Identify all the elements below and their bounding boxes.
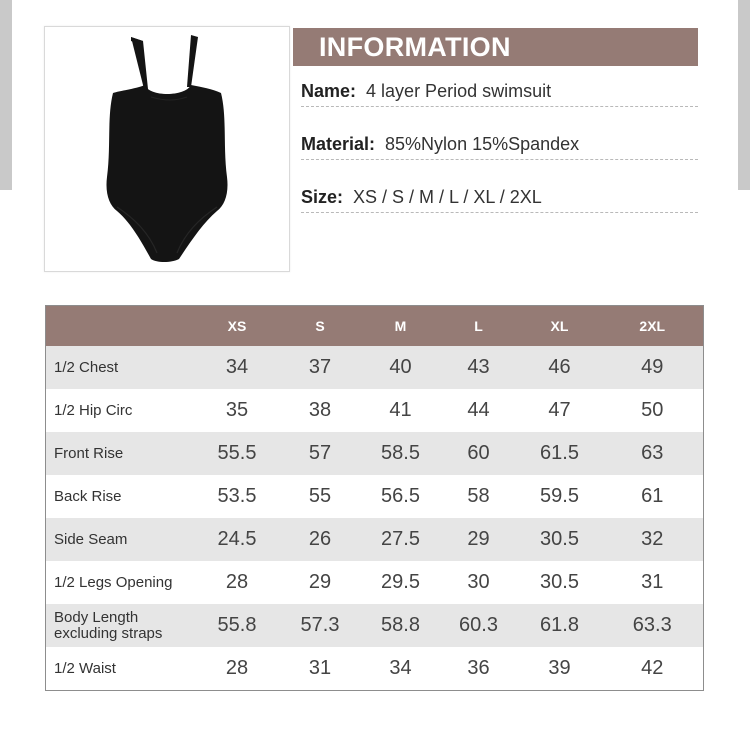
table-cell: 30 xyxy=(440,561,518,604)
row-label: 1/2 Legs Opening xyxy=(46,561,196,604)
table-cell: 61 xyxy=(602,475,704,518)
table-row xyxy=(46,561,704,604)
table-row xyxy=(46,604,704,647)
size-value: XS / S / M / L / XL / 2XL xyxy=(353,187,542,207)
material-label: Material: xyxy=(301,134,376,154)
table-cell: 55.8 xyxy=(196,604,279,647)
material-value: 85%Nylon 15%Spandex xyxy=(385,134,580,154)
table-cell: 30.5 xyxy=(518,561,602,604)
table-cell: 58.5 xyxy=(362,432,440,475)
table-cell: 41 xyxy=(362,389,440,432)
table-cell: 61.8 xyxy=(518,604,602,647)
table-cell: 31 xyxy=(279,647,362,691)
size-row xyxy=(301,186,698,213)
table-cell: 61.5 xyxy=(518,432,602,475)
background-gray-right xyxy=(738,0,750,190)
table-cell: 31 xyxy=(602,561,704,604)
table-cell: 46 xyxy=(518,346,602,389)
size-label: Size: xyxy=(301,187,344,207)
table-row xyxy=(46,389,704,432)
table-row xyxy=(46,346,704,389)
table-cell: 63 xyxy=(602,432,704,475)
table-header-cell: 2XL xyxy=(602,306,704,347)
background-gray-left xyxy=(0,0,12,190)
table-cell: 63.3 xyxy=(602,604,704,647)
size-chart-table xyxy=(45,305,704,691)
product-photo xyxy=(44,26,290,272)
row-label: 1/2 Hip Circ xyxy=(46,389,196,432)
table-cell: 40 xyxy=(362,346,440,389)
table-cell: 28 xyxy=(196,647,279,691)
table-cell: 24.5 xyxy=(196,518,279,561)
table-cell: 29 xyxy=(440,518,518,561)
table-cell: 59.5 xyxy=(518,475,602,518)
information-banner: INFORMATION xyxy=(293,28,698,66)
table-row xyxy=(46,518,704,561)
table-cell: 39 xyxy=(518,647,602,691)
name-value: 4 layer Period swimsuit xyxy=(366,81,552,101)
swimsuit-image xyxy=(45,27,289,271)
table-cell: 37 xyxy=(279,346,362,389)
table-cell: 27.5 xyxy=(362,518,440,561)
table-cell: 47 xyxy=(518,389,602,432)
table-cell: 29 xyxy=(279,561,362,604)
name-label: Name: xyxy=(301,81,357,101)
table-cell: 29.5 xyxy=(362,561,440,604)
table-cell: 43 xyxy=(440,346,518,389)
table-cell: 44 xyxy=(440,389,518,432)
table-header-cell: XS xyxy=(196,306,279,347)
table-cell: 35 xyxy=(196,389,279,432)
row-label: Front Rise xyxy=(46,432,196,475)
table-cell: 32 xyxy=(602,518,704,561)
table-cell: 34 xyxy=(362,647,440,691)
table-header-cell: L xyxy=(440,306,518,347)
table-cell: 28 xyxy=(196,561,279,604)
table-cell: 36 xyxy=(440,647,518,691)
table-cell: 26 xyxy=(279,518,362,561)
table-row xyxy=(46,475,704,518)
table-header-corner xyxy=(46,306,196,347)
table-cell: 60.3 xyxy=(440,604,518,647)
row-label: Side Seam xyxy=(46,518,196,561)
table-cell: 55 xyxy=(279,475,362,518)
table-cell: 53.5 xyxy=(196,475,279,518)
table-cell: 30.5 xyxy=(518,518,602,561)
table-cell: 57.3 xyxy=(279,604,362,647)
row-label: 1/2 Waist xyxy=(46,647,196,691)
table-cell: 56.5 xyxy=(362,475,440,518)
table-header-cell: M xyxy=(362,306,440,347)
row-label: Back Rise xyxy=(46,475,196,518)
table-cell: 49 xyxy=(602,346,704,389)
table-cell: 57 xyxy=(279,432,362,475)
table-row xyxy=(46,432,704,475)
table-cell: 60 xyxy=(440,432,518,475)
table-cell: 58 xyxy=(440,475,518,518)
table-cell: 42 xyxy=(602,647,704,691)
table-cell: 58.8 xyxy=(362,604,440,647)
table-cell: 34 xyxy=(196,346,279,389)
table-cell: 55.5 xyxy=(196,432,279,475)
material-row xyxy=(301,133,698,160)
table-header-cell: XL xyxy=(518,306,602,347)
row-label: Body Length excluding straps xyxy=(46,604,196,647)
table-cell: 50 xyxy=(602,389,704,432)
table-header-cell: S xyxy=(279,306,362,347)
name-row xyxy=(301,80,698,107)
table-header-row xyxy=(46,306,704,347)
table-cell: 38 xyxy=(279,389,362,432)
row-label: 1/2 Chest xyxy=(46,346,196,389)
table-row xyxy=(46,647,704,691)
